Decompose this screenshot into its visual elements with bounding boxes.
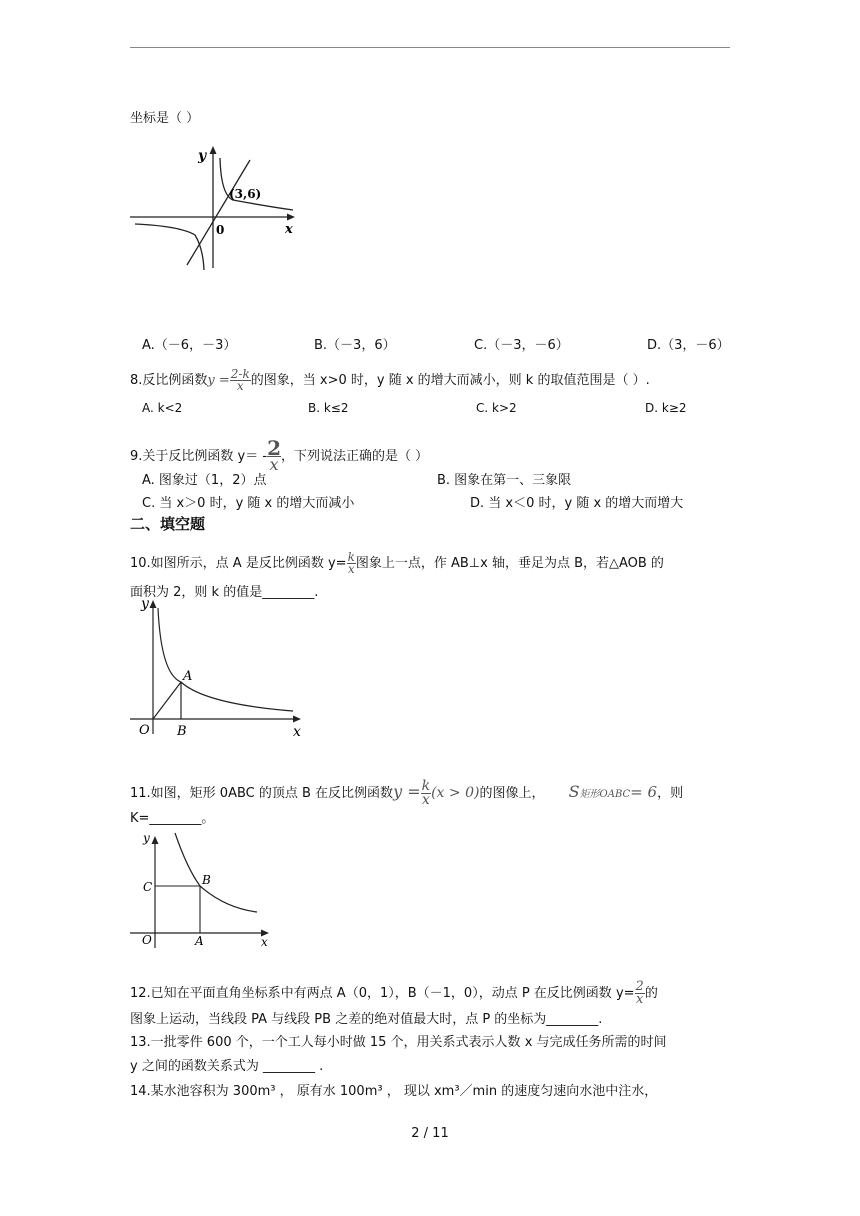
q11-fig-c: C <box>143 880 153 894</box>
q13-line2: y 之间的函数关系式为 ________ . <box>130 1059 324 1074</box>
q8-option-b[interactable]: B. k≤2 <box>308 401 349 415</box>
q7-option-d[interactable]: D.（3，－6） <box>647 338 730 353</box>
q7-fig-y: y <box>198 148 207 164</box>
q8-formula-fraction: $\frac{2-k}{x}$ <box>230 367 250 393</box>
q10-line2: 面积为 2，则 k 的值是________. <box>130 585 319 600</box>
q11-fig-origin: O <box>142 933 152 947</box>
q10-fig-origin: O <box>139 723 150 738</box>
q10-stem <box>130 552 664 575</box>
q11-mid: 的图像上， <box>479 786 545 801</box>
q8-pre: 8.反比例函数 <box>130 373 208 388</box>
q10-pre: 10.如图所示，点 A 是反比例函数 y= <box>130 556 347 571</box>
q8-option-d[interactable]: D. k≥2 <box>645 401 687 415</box>
q8-formula-lhs: y = <box>207 373 230 388</box>
q9-fraction: 2 x <box>267 436 281 474</box>
q12-pre: 12.已知在平面直角坐标系中有两点 A（0，1），B（－1，0），动点 P 在反比例函数 y= <box>130 986 635 1001</box>
q9-option-c[interactable]: C. 当 x＞0 时，y 随 x 的增大而减小 <box>142 496 355 511</box>
q11-line2: K=________。 <box>130 811 215 826</box>
q7-fig-x: x <box>285 222 293 237</box>
q10-post: 图象上一点，作 AB⊥x 轴，垂足为点 B，若△AOB 的 <box>355 556 664 571</box>
q11-area-subscript: 矩形OABC <box>579 789 631 800</box>
q11-figure <box>125 828 285 953</box>
q11-pre: 11.如图，矩形 0ABC 的顶点 B 在反比例函数 <box>130 786 394 801</box>
q11-formula-lhs: y = <box>393 782 421 801</box>
q11-area-symbol: S <box>568 782 580 801</box>
q12-post: 的 <box>644 986 658 1001</box>
q9-post: ，下列说法正确的是（ ） <box>280 449 429 464</box>
q11-fraction: $\frac{k}{x}$ <box>421 778 431 808</box>
header-rule <box>130 47 730 48</box>
q10-fig-y: y <box>141 596 149 612</box>
q7-tail: 坐标是（ ） <box>130 111 200 126</box>
q7-fig-origin: 0 <box>216 223 225 237</box>
q11-stem <box>130 780 683 807</box>
q13-line1: 13.一批零件 600 个，一个工人每小时做 15 个，用关系式表示人数 x 与完成任务所需的时间 <box>130 1035 667 1050</box>
q7-option-a[interactable]: A.（－6，－3） <box>142 338 237 353</box>
q7-option-b[interactable]: B.（－3，6） <box>314 338 396 353</box>
page-number: 2 / 11 <box>411 1126 449 1141</box>
q8-option-c[interactable]: C. k>2 <box>476 401 517 415</box>
q9-option-d[interactable]: D. 当 x＜0 时，y 随 x 的增大而增大 <box>470 496 684 511</box>
q11-fig-y: y <box>143 831 150 845</box>
q11-fig-x: x <box>261 935 268 949</box>
q7-fig-point: (3,6) <box>229 187 262 201</box>
q7-option-c[interactable]: C.（－3，－6） <box>474 338 569 353</box>
q10-figure <box>125 594 310 740</box>
q10-fig-a: A <box>183 669 193 684</box>
q14-line1: 14.某水池容积为 300m³ ， 原有水 100m³ ， 现以 xm³／min 的速度匀速向水池中注水， <box>130 1084 658 1099</box>
q9-pre: 9.关于反比例函数 y＝ - <box>130 449 268 464</box>
q8-stem <box>130 369 650 392</box>
q9-option-a[interactable]: A. 图象过（1，2）点 <box>142 473 267 488</box>
q11-fig-b: B <box>202 873 211 887</box>
section-heading-fill-in: 二、填空题 <box>130 515 206 533</box>
q11-post: ，则 <box>657 786 684 801</box>
q11-fig-a: A <box>195 934 204 948</box>
q10-fraction: $\frac{k}{x}$ <box>347 550 355 576</box>
q12-line2: 图象上运动，当线段 PA 与线段 PB 之差的绝对值最大时，点 P 的坐标为________. <box>130 1012 603 1027</box>
q8-post: 的图象，当 x>0 时，y 随 x 的增大而减小，则 k 的取值范围是（ ）. <box>250 373 650 388</box>
q9-option-b[interactable]: B. 图象在第一、三象限 <box>437 473 572 488</box>
q8-option-a[interactable]: A. k<2 <box>142 401 183 415</box>
q10-fig-x: x <box>293 724 301 740</box>
q11-area-value: = 6 <box>630 783 658 801</box>
q11-condition: (x > 0) <box>431 785 480 801</box>
q12-stem <box>130 981 658 1006</box>
q10-fig-b: B <box>177 724 187 739</box>
q12-fraction: $\frac{2}{x}$ <box>635 979 644 1007</box>
q7-figure <box>125 140 305 275</box>
